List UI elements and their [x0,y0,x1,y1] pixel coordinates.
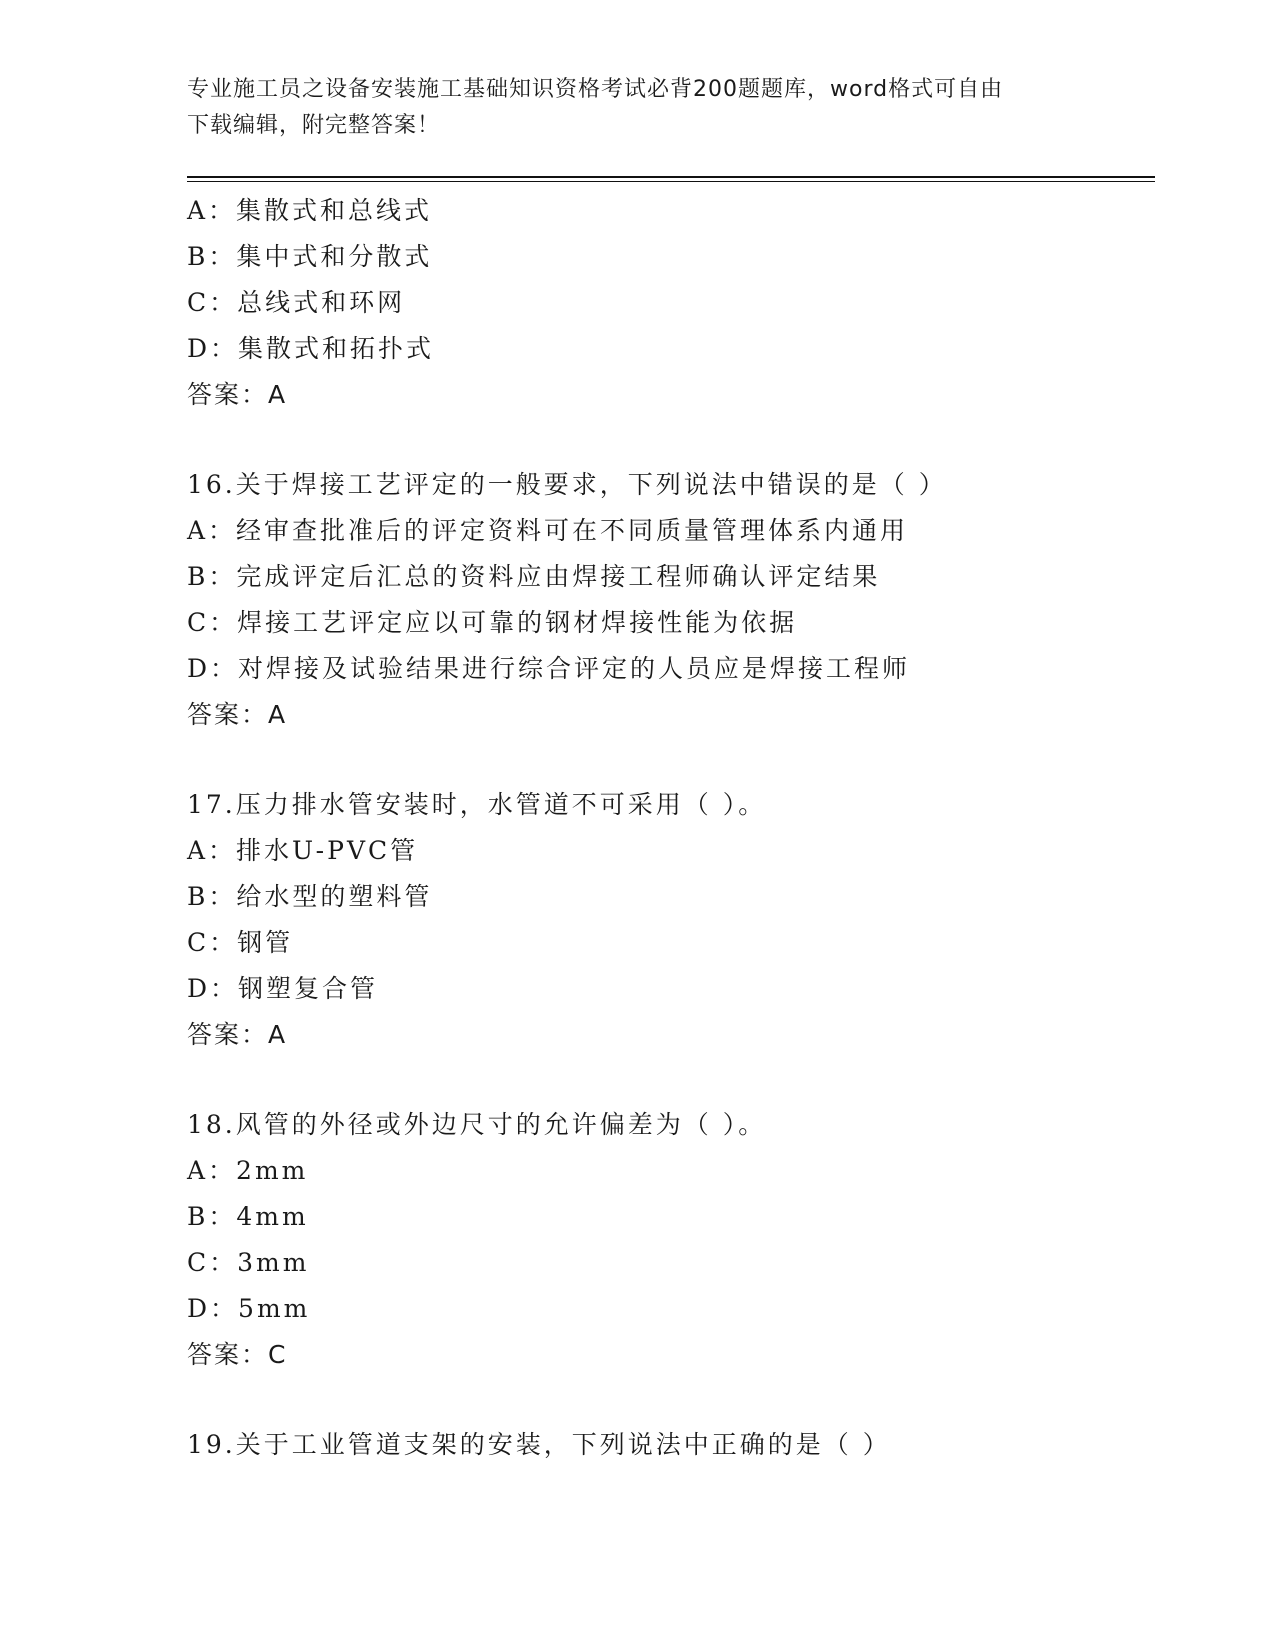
document-header [187,72,1087,144]
question-block [187,1422,1155,1468]
option-d: D：钢塑复合管 [187,974,379,1003]
question-text: 16.关于焊接工艺评定的一般要求，下列说法中错误的是（ ） [187,470,947,499]
answer: 答案：A [187,700,288,729]
option-a: A：2mm [187,1156,309,1185]
option-c: C：焊接工艺评定应以可靠的钢材焊接性能为依据 [187,608,798,637]
option-d: D：集散式和拓扑式 [187,334,435,363]
option-d: D：5mm [187,1294,311,1323]
option-b: B：4mm [187,1202,309,1231]
option-b: B：完成评定后汇总的资料应由焊接工程师确认评定结果 [187,562,881,591]
answer: 答案：A [187,1020,288,1049]
option-a: A：排水U-PVC管 [187,836,419,865]
answer: 答案：A [187,380,288,409]
option-d: D：对焊接及试验结果进行综合评定的人员应是焊接工程师 [187,654,911,683]
option-a: A：集散式和总线式 [187,196,433,225]
header-title-line2: 下载编辑，附完整答案！ [187,113,441,138]
question-text: 19.关于工业管道支架的安装，下列说法中正确的是（ ） [187,1430,891,1459]
option-a: A：经审查批准后的评定资料可在不同质量管理体系内通用 [187,516,909,545]
question-text: 18.风管的外径或外边尺寸的允许偏差为（ ）。 [187,1110,767,1139]
question-block [187,462,1155,738]
question-block [187,782,1155,1058]
option-b: B：给水型的塑料管 [187,882,433,911]
header-divider-thick [187,176,1155,178]
question-block [187,188,1155,418]
question-block [187,1102,1155,1378]
header-title-line1: 专业施工员之设备安装施工基础知识资格考试必背200题题库，word格式可自由 [187,77,1004,102]
answer: 答案：C [187,1340,288,1369]
option-b: B：集中式和分散式 [187,242,433,271]
question-text: 17.压力排水管安装时，水管道不可采用（ ）。 [187,790,767,819]
header-divider-thin [187,181,1155,182]
option-c: C：总线式和环网 [187,288,406,317]
option-c: C：3mm [187,1248,310,1277]
option-c: C：钢管 [187,928,294,957]
question-list [187,188,1155,1468]
